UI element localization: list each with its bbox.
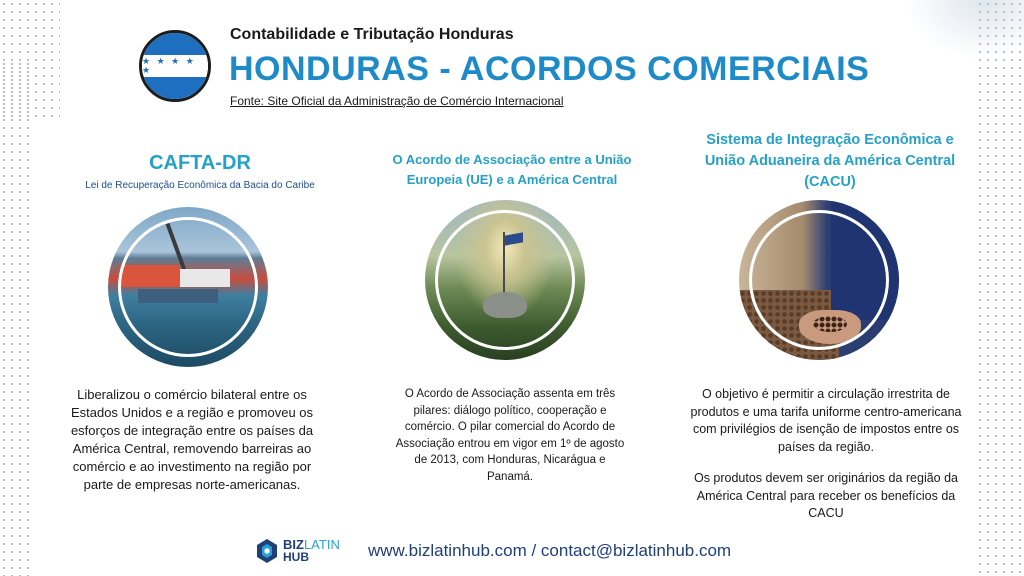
logo-latin-text: LATIN [303, 537, 340, 552]
cacu-description [690, 386, 962, 523]
coffee-beans-hands-photo [739, 200, 899, 360]
header-kicker: Contabilidade e Tributação Honduras [230, 26, 514, 43]
cafta-dr-subtitle: Lei de Recuperação Econômica da Bacia do Caribe [85, 180, 315, 191]
cafta-dr-description: Liberalizou o comércio bilateral entre os Estados Unidos e a região e promoveu os esforços de integração entre os países da América Central, removendo barreiras ao comércio e ao investimento na região por parte de empresas norte-americanas. [70, 387, 314, 492]
cacu-title: Sistema de Integração Econômica e União Aduaneira da América Central (CACU) [704, 132, 956, 190]
eu-agreement-description: O Acordo de Associação assenta em três pilares: diálogo político, cooperação e comércio. O pilar comercial do Acordo de Associação entrou em vigor em 1º de agosto de 2013, com Honduras, Nicarágua e Panamá. [395, 388, 625, 483]
cacu-description-p1: O objetivo é permitir a circulação irrestrita de produtos e uma tarifa uniforme centro-americana com privilégios de isenção de impostos entre os países da região. [690, 387, 962, 454]
page-title: HONDURAS - ACORDOS COMERCIAIS [229, 50, 870, 88]
cacu-description-p2: Os produtos devem ser originários da região da América Central para receber os benefícios da CACU [693, 471, 959, 520]
flag-stars: ★ ★ ★ ★ ★ [142, 55, 196, 75]
logo-hub-text: HUB [283, 550, 309, 564]
cafta-dr-title: CAFTA-DR [149, 152, 251, 174]
honduras-flag-icon [139, 30, 211, 102]
contact-info[interactable]: www.bizlatinhub.com / contact@bizlatinhub.com [368, 541, 732, 560]
eu-agreement-title: O Acordo de Associação entre a União Europeia (UE) e a América Central [392, 152, 632, 187]
source-link[interactable]: Fonte: Site Oficial da Administração de Comércio Internacional [230, 94, 564, 108]
port-containers-photo [108, 207, 268, 367]
bizlatinhub-logo-icon [257, 539, 277, 563]
monument-landscape-photo [425, 200, 585, 360]
bizlatinhub-logo[interactable] [257, 536, 340, 566]
decorative-dot-grid [976, 0, 1024, 576]
logo-biz-text: BIZ [283, 537, 304, 552]
decorative-dot-grid [0, 60, 32, 576]
